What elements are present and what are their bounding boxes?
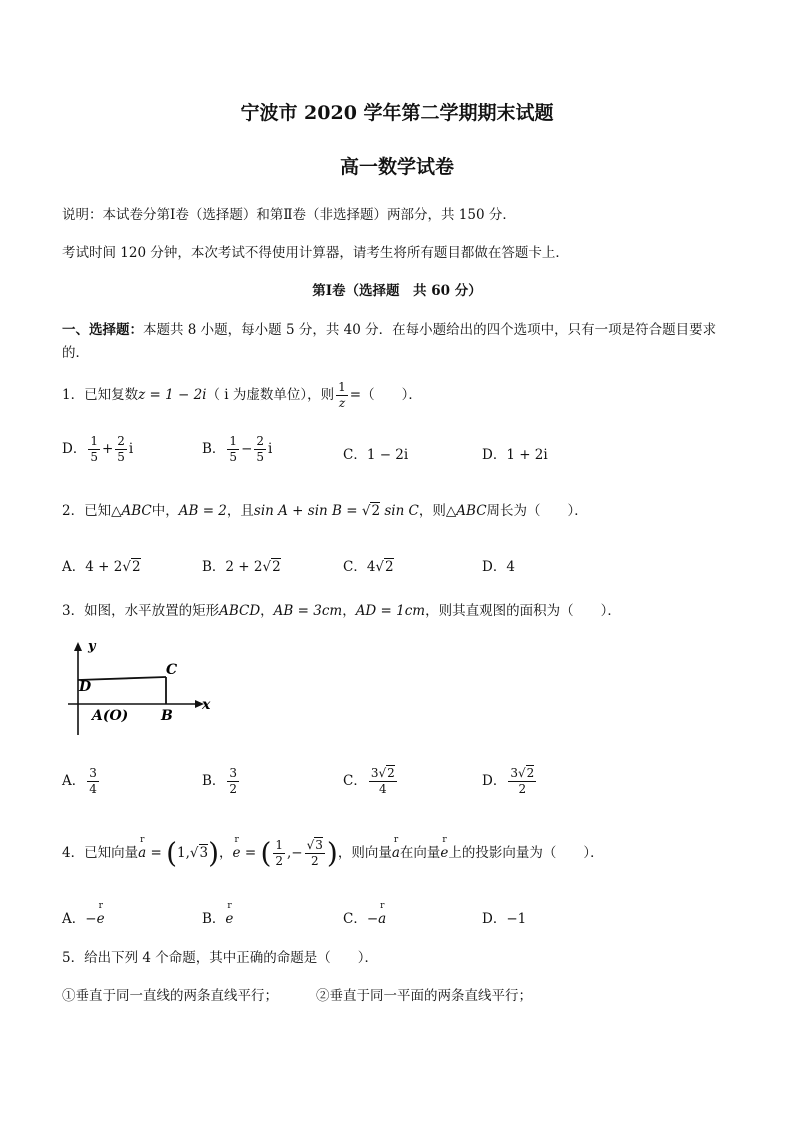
question-2-stem: 2．已知△ABC中，AB = 2，且sin A + sin B = √2 sin C，则△ABC周长为（ ）．: [62, 503, 588, 519]
q1-a-den2: 5: [117, 450, 125, 464]
q4-e-num1: 1: [275, 838, 284, 852]
q1-z-expression: z = 1 − 2i: [138, 387, 207, 403]
q3-option-b[interactable]: [202, 766, 241, 797]
q2-c-text: C．4: [343, 559, 376, 575]
q3-figure: [66, 640, 216, 740]
q3-a-label: A．: [62, 773, 86, 789]
q4-vector-a2: r a: [392, 845, 400, 861]
q1-b-i: i: [268, 441, 273, 457]
q5-item-1: ①垂直于同一直线的两条直线平行；: [62, 988, 278, 1004]
q4-e-frac2: $\frac{√3}{2}$: [306, 838, 323, 868]
q1-option-a[interactable]: [62, 434, 133, 465]
q2-mid2: ，且: [226, 503, 254, 519]
q4-e-comma: ,−: [287, 845, 303, 861]
question-1-stem: [62, 380, 422, 411]
question-3-stem: [62, 599, 621, 619]
q1-option-d[interactable]: D．1 + 2i: [482, 447, 548, 463]
q3-option-c[interactable]: [343, 766, 399, 797]
section1-text-1: 本题共 8 小题，每小题 5 分，共 40 分．在每小题给出的四个选项中，只有一项是符合题目要求: [143, 322, 717, 338]
q2-sqrt: 2: [371, 503, 381, 519]
q1-a-num2: 2: [117, 434, 125, 448]
section1-line-1: [62, 318, 716, 338]
q1-a-den1: 5: [90, 450, 98, 464]
q4-vector-a: r a: [138, 845, 146, 861]
q1-b-op: −: [241, 441, 253, 457]
q2-b-text: B．2 + 2: [202, 559, 263, 575]
q1-prefix: 1．已知复数: [62, 387, 139, 403]
q1-option-c[interactable]: C．1 − 2i: [343, 447, 409, 463]
q4-e-num2: 3: [315, 838, 323, 852]
q2-abc: ABC: [121, 503, 152, 519]
q1-option-b[interactable]: [202, 434, 272, 465]
q4-e-frac1: [273, 838, 285, 869]
q2-a-sqrt: 2: [131, 559, 141, 575]
fig-x-label: x: [202, 697, 211, 713]
rect-top-edge: [78, 677, 166, 680]
q3-a-frac: [87, 766, 99, 797]
q2-option-a[interactable]: A．4 + 2√2: [62, 559, 141, 575]
q4-c-vec: r a: [378, 911, 386, 927]
q3-c-label: C．: [343, 773, 367, 789]
q1-option-a-frac2: [115, 434, 127, 465]
q4-vector-e2: r e: [440, 845, 448, 861]
y-axis-arrow-icon: [74, 642, 82, 651]
q1-option-b-frac1: [227, 434, 239, 465]
q3-suffix: ，则其直观图的面积为（ ）．: [425, 603, 621, 619]
q1-option-a-frac1: [88, 434, 100, 465]
q3-b-num: 3: [229, 766, 238, 780]
q3-option-d[interactable]: [482, 766, 538, 797]
q3-mid1: ，: [260, 603, 274, 619]
q1-a-op: +: [101, 441, 114, 457]
q1-a-i: i: [128, 441, 134, 457]
q2-option-d[interactable]: D．4: [482, 559, 515, 575]
q3-option-a[interactable]: [62, 766, 101, 797]
q3-abcd: ABCD: [219, 603, 261, 619]
q3-ad: AD = 1cm: [355, 603, 426, 619]
q3-mid2: ，: [342, 603, 356, 619]
q1-b-den1: 5: [229, 450, 238, 464]
q1-suffix: =（ ）．: [349, 387, 422, 403]
q3-d-sqrt: 2: [526, 766, 535, 780]
section1-label: 一、选择题：: [62, 322, 143, 338]
q2-option-b[interactable]: B．2 + 2√2: [202, 559, 281, 575]
q3-c-frac: $\frac{3√2}{4}$: [370, 766, 395, 796]
q2-mid1: 中，: [151, 503, 179, 519]
q3-a-den: 4: [89, 782, 97, 796]
q2-eq-right: sin C: [384, 503, 419, 519]
instruction-line-2: 考试时间 120 分钟，本次考试不得使用计算器，请考生将所有题目都做在答题卡上．: [62, 245, 569, 261]
q3-prefix: 3．如图，水平放置的矩形: [62, 603, 220, 619]
q2-b-sqrt: 2: [272, 559, 281, 575]
part1-heading: 第Ⅰ卷（选择题 共 60 分）: [312, 283, 482, 299]
q3-c-coef: 3: [370, 766, 379, 780]
q1-fraction: $\frac{1}{z}$: [338, 380, 346, 410]
q3-d-coef: 3: [510, 766, 518, 780]
q4-option-c[interactable]: [343, 907, 386, 927]
q3-b-frac: [227, 766, 239, 797]
q4-suffix: 上的投影向量为（ ）．: [448, 845, 604, 861]
q3-b-label: B．: [202, 773, 226, 789]
fig-a-label: A(O): [92, 708, 129, 724]
q1-b-den2: 5: [256, 450, 265, 464]
q1-mid: （ i 为虚数单位），则: [206, 387, 335, 403]
q2-mid3: ，则△: [418, 503, 457, 519]
q4-vector-e: r e: [233, 845, 241, 861]
q3-d-label: D．: [482, 773, 507, 789]
q3-a-num: 3: [89, 766, 97, 780]
question-4-stem: 4．已知向量r a = (1,√3)，r e = ( $\frac{1}{2}$ ,− $\frac{√3}{2}$ )，则向量r a在向量r e上的投影向量为（ ）．: [62, 838, 604, 869]
q3-c-den: 4: [378, 782, 387, 796]
q4-a-comp1: 1,: [177, 845, 190, 861]
q4-e-eq: =: [244, 845, 257, 861]
q4-a-vec: r e: [97, 911, 105, 927]
q1-option-a-label: D．: [62, 441, 87, 457]
instruction-line-1: 说明：本试卷分第Ⅰ卷（选择题）和第Ⅱ卷（非选择题）两部分，共 150 分．: [62, 207, 516, 223]
q3-ab: AB = 3cm: [273, 603, 343, 619]
q2-suffix: 周长为（ ）．: [486, 503, 588, 519]
fig-c-label: C: [166, 662, 178, 678]
question-5-stem: 5．给出下列 4 个命题，其中正确的命题是（ ）．: [62, 950, 379, 966]
section1-line-2: 的．: [62, 345, 89, 361]
q4-b-vec: r e: [225, 911, 233, 927]
q2-c-sqrt: 2: [385, 559, 394, 575]
q3-d-den: 2: [518, 782, 527, 796]
q4-mid2: 在向量: [399, 845, 441, 861]
fig-d-label: D: [79, 679, 92, 695]
q1-b-num2: 2: [256, 434, 265, 448]
fig-b-label: B: [161, 708, 173, 724]
q1-option-b-frac2: [254, 434, 266, 465]
q4-sep: ，: [219, 845, 233, 861]
q4-mid: ，则向量: [337, 845, 392, 861]
q4-e-den2: 2: [310, 854, 319, 868]
q2-abc2: ABC: [456, 503, 487, 519]
q1-option-b-label: B．: [202, 441, 226, 457]
q3-b-den: 2: [229, 782, 238, 796]
fig-y-label: y: [88, 640, 96, 654]
q4-e-den1: 2: [275, 854, 284, 868]
q4-b-text: B．: [202, 911, 226, 927]
q2-prefix: 2．已知△: [62, 503, 122, 519]
q4-option-b[interactable]: [202, 907, 233, 927]
q1-a-num1: 1: [90, 434, 98, 448]
q3-c-sqrt: 2: [387, 766, 395, 780]
q2-a-text: A．4 + 2: [62, 559, 123, 575]
q2-option-c[interactable]: C．4√2: [343, 559, 394, 575]
q4-c-text: C．−: [343, 911, 379, 927]
q4-option-d[interactable]: D．−1: [482, 911, 527, 927]
q3-d-frac: $\frac{3√2}{2}$: [510, 766, 535, 796]
q4-a-text: A．−: [62, 911, 97, 927]
q2-ab: AB = 2: [178, 503, 227, 519]
q2-eq-left: sin A + sin B =: [253, 503, 358, 519]
q4-a-sqrt: 3: [199, 845, 209, 861]
exam-title: 宁波市 2020 学年第二学期期末试题: [240, 102, 554, 124]
q1-b-num1: 1: [229, 434, 238, 448]
q5-item-2: ②垂直于同一平面的两条直线平行；: [316, 988, 532, 1004]
exam-subtitle: 高一数学试卷: [339, 156, 454, 178]
q4-option-a[interactable]: [62, 907, 105, 927]
q4-a-eq: =: [150, 845, 162, 861]
q4-prefix: 4．已知向量: [62, 845, 139, 861]
